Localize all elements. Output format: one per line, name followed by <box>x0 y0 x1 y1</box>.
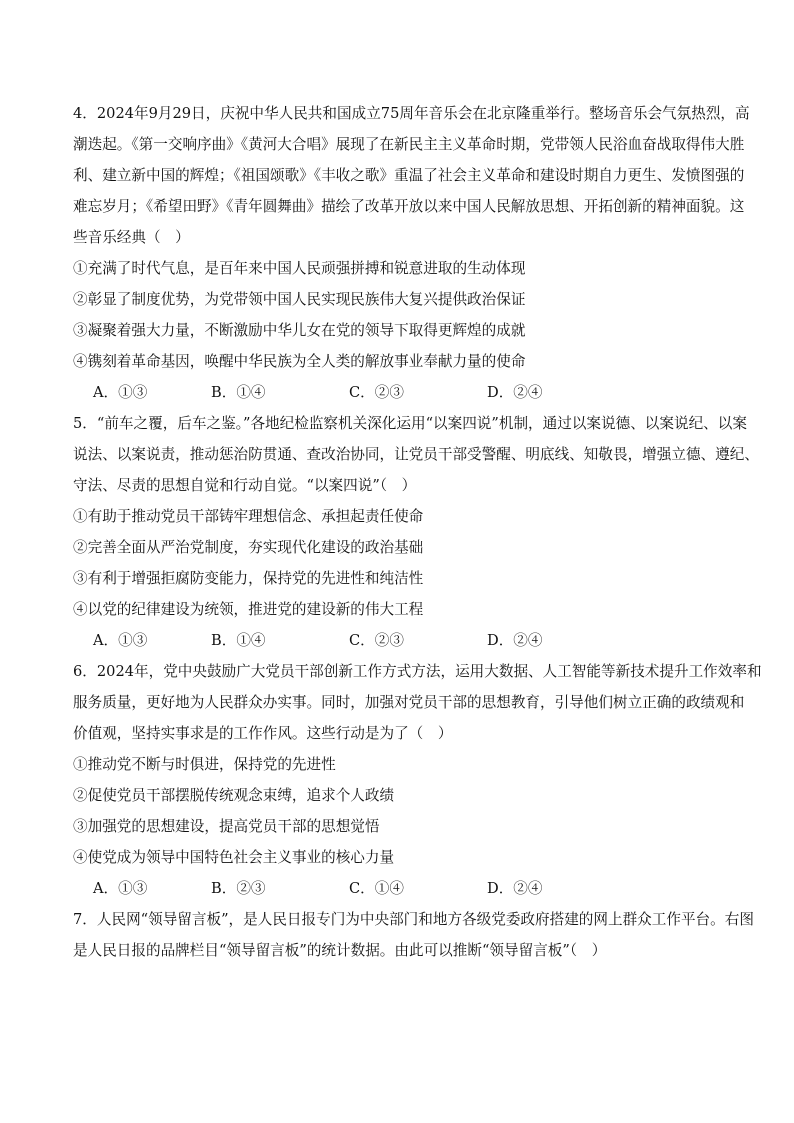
statement-item: ①有助于推动党员干部铸牢理想信念、承担起责任使命 <box>73 508 424 525</box>
statement-item: ②完善全面从严治党制度，夯实现代化建设的政治基础 <box>73 539 424 556</box>
option-d: D．②④ <box>487 384 543 401</box>
option-b: B．②③ <box>211 880 266 897</box>
option-c: C．②③ <box>349 384 404 401</box>
question-stem-line: 利、建立新中国的辉煌；《祖国颂歌》《丰收之歌》重温了社会主义革命和建设时期自力更生、发愤图强的 <box>73 167 745 184</box>
question-4 <box>73 98 750 408</box>
option-b: B．①④ <box>211 632 266 649</box>
question-stem-line: 4．2024年9月29日，庆祝中华人民共和国成立75周年音乐会在北京隆重举行。整场音乐会气氛热烈，高 <box>73 105 750 122</box>
answer-options <box>73 873 733 904</box>
statement-item: ③加强党的思想建设，提高党员干部的思想觉悟 <box>73 818 380 835</box>
option-d: D．②④ <box>487 880 543 897</box>
question-stem-line: 价值观，坚持实事求是的工作作风。这些行动是为了（ ） <box>73 725 453 742</box>
statement-item: ③有利于增强拒腐防变能力，保持党的先进性和纯洁性 <box>73 570 424 587</box>
answer-options <box>73 377 733 408</box>
statement-item: ②促使党员干部摆脱传统观念束缚，追求个人政绩 <box>73 787 395 804</box>
statement-item: ①充满了时代气息，是百年来中国人民顽强拼搏和锐意进取的生动体现 <box>73 260 526 277</box>
question-5 <box>73 408 759 656</box>
statement-item: ④镌刻着革命基因，唤醒中华民族为全人类的解放事业奉献力量的使命 <box>73 353 526 370</box>
document-page <box>73 98 762 966</box>
question-stem-line: 些音乐经典（ ） <box>73 229 190 246</box>
question-stem-line: 是人民日报的品牌栏目“领导留言板”的统计数据。由此可以推断“领导留言板”（ ） <box>73 942 607 959</box>
answer-options <box>73 625 733 656</box>
option-c: C．②③ <box>349 632 404 649</box>
question-stem-line: 5．“前车之覆，后车之鉴。”各地纪检监察机关深化运用“以案四说”机制，通过以案说德、以案说纪、以案 <box>73 415 747 432</box>
question-stem-line: 守法、尽责的思想自觉和行动自觉。“以案四说”（ ） <box>73 477 417 494</box>
option-a: A．①③ <box>93 384 148 401</box>
question-stem-line: 说法、以案说责，推动惩治防贯通、查改治协同，让党员干部受警醒、明底线、知敬畏，增强立德、遵纪、 <box>73 446 759 463</box>
statement-item: ①推动党不断与时俱进，保持党的先进性 <box>73 756 336 773</box>
question-stem-line: 潮迭起。《第一交响序曲》《黄河大合唱》展现了在新民主主义革命时期，党带领人民浴血奋战取得伟大胜 <box>73 136 745 153</box>
question-stem-line: 难忘岁月；《希望田野》《青年圆舞曲》描绘了改革开放以来中国人民解放思想、开拓创新的精神面貌。这 <box>73 198 745 215</box>
statement-item: ③凝聚着强大力量，不断激励中华儿女在党的领导下取得更辉煌的成就 <box>73 322 526 339</box>
statement-item: ④使党成为领导中国特色社会主义事业的核心力量 <box>73 849 395 866</box>
question-stem-line: 7．人民网“领导留言板”，是人民日报专门为中央部门和地方各级党委政府搭建的网上群众工作平台。右图 <box>73 911 754 928</box>
option-d: D．②④ <box>487 632 543 649</box>
statement-item: ②彰显了制度优势，为党带领中国人民实现民族伟大复兴提供政治保证 <box>73 291 526 308</box>
option-c: C．①④ <box>349 880 404 897</box>
option-b: B．①④ <box>211 384 266 401</box>
question-6 <box>73 656 762 904</box>
question-stem-line: 6．2024年，党中央鼓励广大党员干部创新工作方式方法，运用大数据、人工智能等新技术提升工作效率和 <box>73 663 762 680</box>
statement-item: ④以党的纪律建设为统领，推进党的建设新的伟大工程 <box>73 601 424 618</box>
question-7 <box>73 904 754 966</box>
question-stem-line: 服务质量，更好地为人民群众办实事。同时，加强对党员干部的思想教育，引导他们树立正确的政绩观和 <box>73 694 745 711</box>
option-a: A．①③ <box>93 632 148 649</box>
option-a: A．①③ <box>93 880 148 897</box>
